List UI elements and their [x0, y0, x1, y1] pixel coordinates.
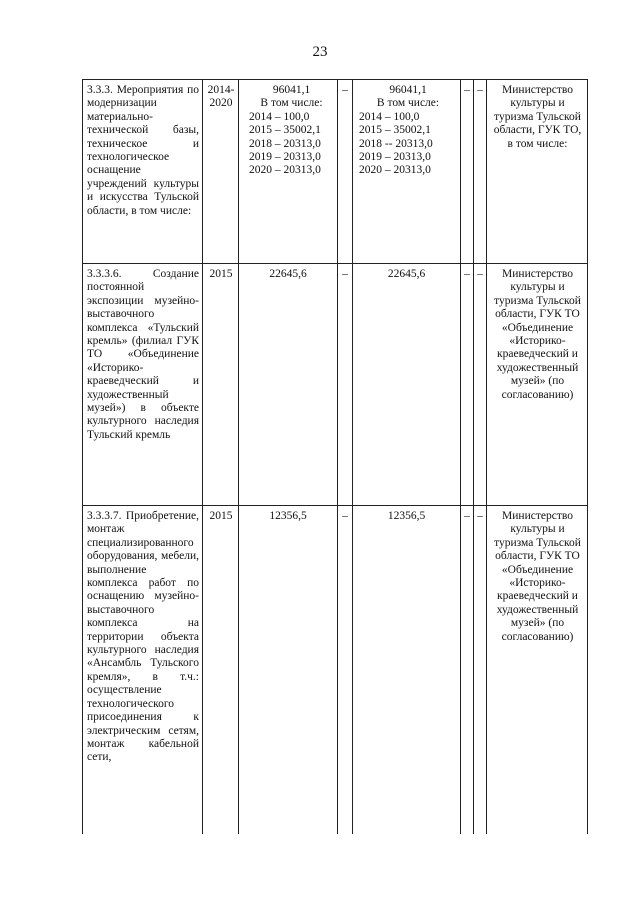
item-executor: Министерство культуры и туризма Тульской области, ГУК ТО «Объединение «Историко-краеведческий и художественный музей» (по согласованию)	[487, 506, 588, 835]
breakdown-line: 2020 – 20313,0	[249, 164, 321, 177]
table-row	[83, 80, 588, 264]
item-total: 22645,6	[239, 264, 338, 506]
item-local: –	[461, 264, 474, 506]
item-years: 2014-2020	[203, 80, 239, 264]
item-regional: 22645,6	[353, 264, 461, 506]
item-federal: –	[338, 506, 353, 835]
item-description: 3.3.3.6. Создание постоянной экспозиции музейно-выставочного комплекса «Тульский кремль» (филиал ГУК ТО «Объединение «Историко-краеведческий и художественный музей») в объекте культурного наследия Тульский кремль	[83, 264, 203, 506]
total-note: В том числе:	[260, 97, 323, 110]
breakdown-line: 2015 – 35002,1	[359, 124, 431, 137]
item-federal: –	[338, 80, 353, 264]
item-description: 3.3.3. Мероприятия по модернизации материально-технической базы, техническое и технологическое оснащение учреждений культуры и искусства Тульской области, в том числе:	[83, 80, 203, 264]
breakdown-line: 2019 – 20313,0	[249, 151, 321, 164]
regional-note: В том числе:	[376, 97, 440, 110]
total-value: 96041,1	[272, 84, 311, 96]
regional-value: 96041,1	[389, 84, 427, 96]
breakdown-line: 2019 – 20313,0	[359, 151, 431, 164]
breakdown-line: 2015 – 35002,1	[249, 124, 321, 137]
breakdown-line: 2018 – 20313,0	[249, 137, 321, 150]
table-row	[83, 506, 588, 835]
item-executor: Министерство культуры и туризма Тульской области, ГУК ТО «Объединение «Историко-краеведческий и художественный музей» (по согласованию)	[487, 264, 588, 506]
item-years: 2015	[203, 506, 239, 835]
item-description: 3.3.3.7. Приобретение, монтаж специализированного оборудования, мебели, выполнение комплекса работ по оснащению музейно-выставочного комплекса на территории объекта культурного наследия «Ансамбль Тульского кремля», в т.ч.: осуществление технологического присоединения к электрическим сетям, монтаж кабельной сети,	[83, 506, 203, 835]
item-total: 12356,5	[239, 506, 338, 835]
breakdown-line: 2020 – 20313,0	[359, 164, 431, 177]
item-other: –	[474, 506, 487, 835]
item-total	[239, 80, 338, 264]
item-executor: Министерство культуры и туризма Тульской области, ГУК ТО, в том числе:	[487, 80, 588, 264]
item-local: –	[461, 506, 474, 835]
breakdown-line: 2014 – 100,0	[359, 110, 420, 123]
item-other: –	[474, 264, 487, 506]
total-breakdown	[249, 111, 334, 178]
item-other: –	[474, 80, 487, 264]
table-row	[83, 264, 588, 506]
regional-breakdown	[359, 111, 457, 178]
program-table	[82, 79, 588, 834]
page-number: 23	[312, 44, 328, 60]
item-local: –	[461, 80, 474, 264]
item-regional	[353, 80, 461, 264]
breakdown-line: 2014 – 100,0	[249, 110, 310, 123]
item-federal: –	[338, 264, 353, 506]
breakdown-line: 2018 -- 20313,0	[359, 137, 433, 150]
item-years: 2015	[203, 264, 239, 506]
item-regional: 12356,5	[353, 506, 461, 835]
